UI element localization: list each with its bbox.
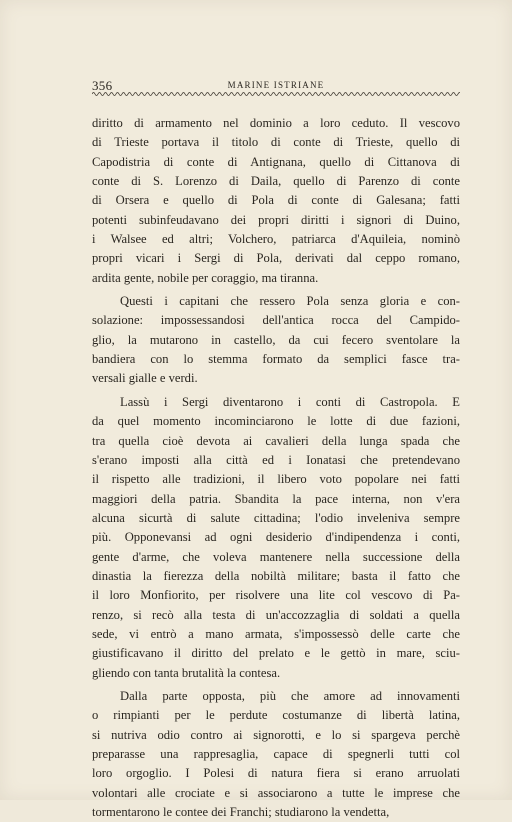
paragraph	[92, 114, 460, 288]
paragraph	[92, 687, 460, 822]
text-line: loro orgoglio. I Polesi di natura fiera si erano arruolati	[92, 766, 460, 781]
text-line: propri vicari i Sergi di Pola, derivati dal ceppo romano,	[92, 251, 460, 266]
page-number: 356	[92, 78, 113, 93]
wavy-rule-ornament	[92, 90, 460, 98]
text-line: o rimpianti per le perdute costumanze di libertà latina,	[92, 708, 460, 723]
text-line: versali gialle e verdi.	[92, 371, 198, 386]
text-line: tormentarono le contee dei Franchi; studiarono la vendetta,	[92, 805, 390, 820]
text-line: di Trieste portava il titolo di conte di Trieste, quello di	[92, 135, 460, 150]
paragraph	[92, 393, 460, 683]
text-line: renzo, si recò alla testa di un'accozzaglia di soldati a quella	[92, 607, 460, 622]
text-line: maggiori della patria. Sbandita la pace interna, non v'era	[92, 491, 460, 506]
text-line: volontari alle crociate e si associarono a tutte le imprese che	[92, 785, 460, 800]
text-line: bandiera con lo stemma formato da semplici fasce tra-	[92, 352, 460, 367]
text-line: conte di S. Lorenzo di Daila, quello di Parenzo di conte	[92, 174, 460, 189]
text-line: preparasse una rappresaglia, capace di spegnerli tutti col	[92, 747, 460, 761]
text-line: il rispetto alle tradizioni, il libero voto popolare nei fatti	[92, 472, 460, 487]
text-line: Questi i capitani che ressero Pola senza gloria e con-	[120, 294, 460, 309]
text-line: più. Opponevansi ad ogni desiderio d'indipendenza i conti,	[92, 530, 460, 545]
body-text	[92, 114, 460, 822]
text-line: gliendo con tanta brutalità la contesa.	[92, 665, 281, 680]
text-line: il loro Monfiorito, per risolvere una lite col vescovo di Pa-	[92, 588, 460, 603]
text-line: Dalla parte opposta, più che amore ad innovamenti	[120, 688, 460, 703]
text-line: solazione: impossessandosi dell'antica rocca del Campido-	[92, 313, 460, 328]
text-line: dinastia la fierezza della nobiltà militare; basta il fatto che	[92, 568, 460, 583]
text-line: s'erano imposti alla città ed i Ionatasi che pretendevano	[92, 452, 460, 467]
text-line: sede, vi entrò a mano armata, s'impossessò delle carte che	[92, 626, 460, 641]
paragraph	[92, 292, 460, 389]
text-line: giustificavano il diritto del prelato e le gettò in mare, sciu-	[92, 646, 460, 661]
page-header	[92, 74, 460, 98]
text-line: tra quella cioè devota ai cavalieri della lunga spada che	[92, 433, 460, 448]
text-line: da quel momento incominciarono le lotte di due fazioni,	[92, 414, 460, 429]
text-line: alcuna sicurtà di salute cittadina; l'odio inveleniva sempre	[92, 510, 460, 525]
text-line: potenti subinfeudavano dei propri diritti i signori di Duino,	[92, 212, 460, 227]
text-line: diritto di armamento nel dominio a loro ceduto. Il vescovo	[92, 116, 460, 130]
text-line: si nutriva odio contro ai signorotti, e lo si spargeva perchè	[92, 727, 460, 742]
text-line: Capodistria di conte di Antignana, quello di Cittanova di	[92, 154, 460, 169]
text-line: di Orsera e quello di Pola di conte di Galesana; fatti	[92, 193, 460, 208]
text-line: gente d'arme, che voleva mantenere nella successione della	[92, 549, 460, 564]
text-line: i Walsee ed altri; Volchero, patriarca d'Aquileia, nominò	[92, 232, 460, 247]
text-line: ardita gente, nobile per coraggio, ma tiranna.	[92, 270, 319, 285]
text-line: glio, la mutarono in castello, da cui fecero sventolare la	[92, 332, 460, 347]
text-line: Lassù i Sergi diventarono i conti di Castropola. E	[120, 394, 460, 409]
running-title: MARINE ISTRIANE	[227, 80, 325, 90]
